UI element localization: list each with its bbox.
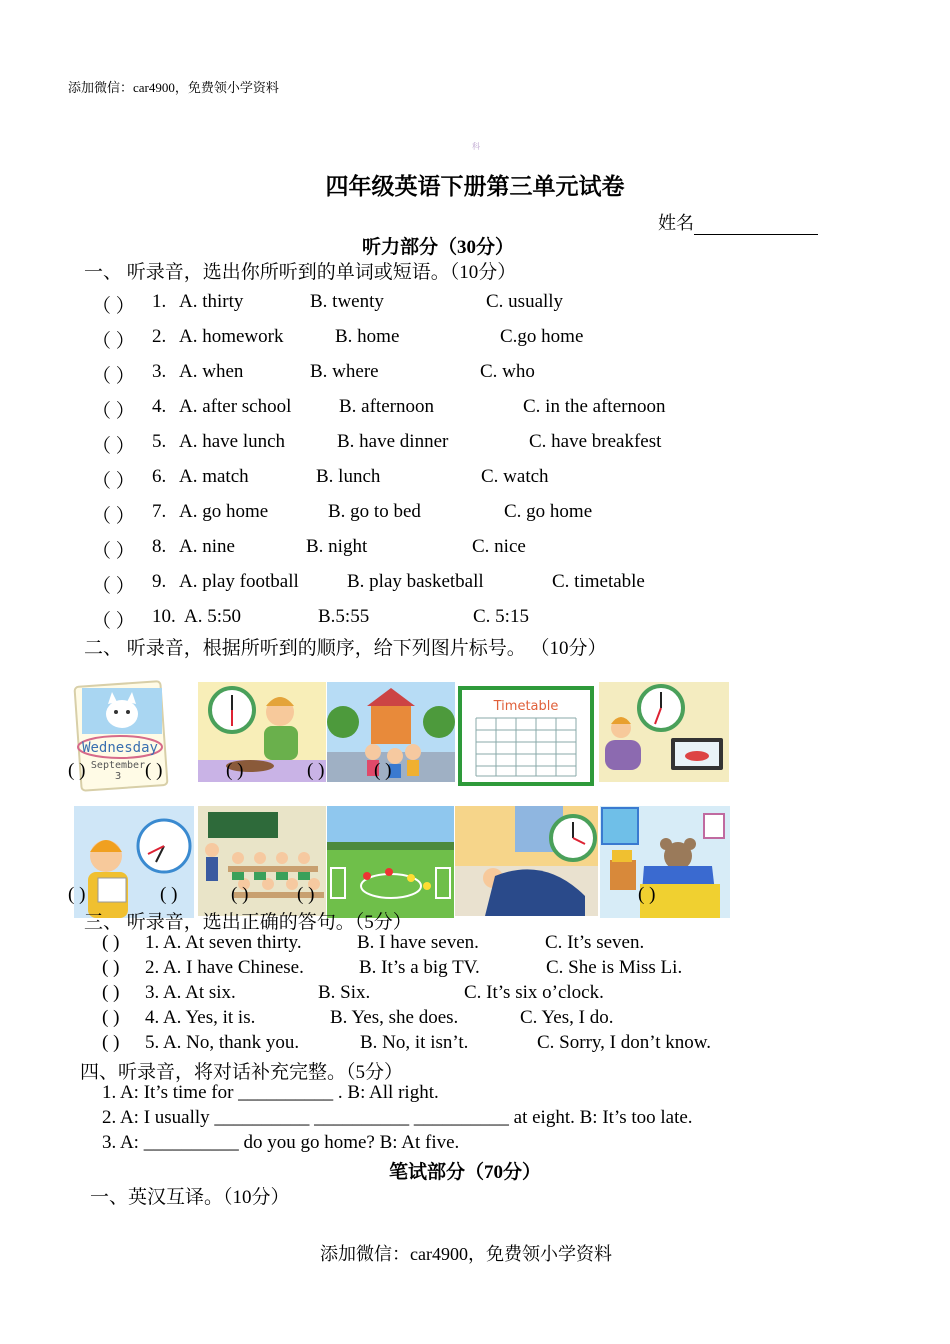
written-part1-heading: 一、英汉互译。（10分）: [90, 1187, 290, 1208]
dialogue-line[interactable]: 1. A: It’s time for __________ . B: All right.: [102, 1082, 439, 1103]
option-a: 5. A. No, thank you.: [145, 1032, 300, 1053]
option-c: C.go home: [500, 326, 584, 347]
question-number: 10.: [152, 606, 176, 627]
option-c: C. go home: [504, 501, 593, 522]
option-a: A. match: [179, 466, 249, 487]
part1-heading: 一、 听录音，选出你所听到的单词或短语。（10分）: [84, 262, 517, 283]
calendar-month-text: September: [90, 760, 146, 771]
option-c: C. timetable: [552, 571, 645, 592]
question-number: 8.: [152, 536, 167, 557]
option-a: A. when: [179, 361, 244, 382]
option-a: 1. A. At seven thirty.: [145, 932, 302, 953]
option-c: C. in the afternoon: [523, 396, 666, 417]
watermark-mark: 科: [472, 142, 480, 151]
option-a: A. have lunch: [179, 431, 286, 452]
picture-answer-blank[interactable]: ( ): [226, 760, 244, 781]
answer-blank[interactable]: （ ）: [92, 541, 135, 562]
option-c: C. She is Miss Li.: [546, 957, 683, 978]
option-a: A. homework: [179, 326, 284, 347]
option-c: C. watch: [481, 466, 549, 487]
answer-blank[interactable]: （ ）: [92, 331, 135, 352]
picture-answer-blank[interactable]: ( ): [68, 760, 86, 781]
picture-answer-blank[interactable]: ( ): [374, 760, 392, 781]
part2-heading: 二、 听录音，根据所听到的顺序，给下列图片标号。 （10分）: [84, 638, 607, 659]
picture-answer-blank[interactable]: ( ): [231, 884, 249, 905]
dialogue-line[interactable]: 3. A: __________ do you go home? B: At five.: [102, 1132, 460, 1153]
answer-blank[interactable]: ( ): [102, 932, 120, 953]
answer-blank[interactable]: （ ）: [92, 296, 135, 317]
question-number: 4.: [152, 396, 167, 417]
option-a: 2. A. I have Chinese.: [145, 957, 304, 978]
option-c: C. who: [480, 361, 535, 382]
option-c: C. It’s six o’clock.: [464, 982, 604, 1003]
answer-blank[interactable]: ( ): [102, 1032, 120, 1053]
football-picture: [327, 806, 454, 918]
option-a: A. play football: [179, 571, 299, 592]
timetable-title: Timetable: [493, 699, 559, 714]
part4-heading: 四、听录音，将对话补充完整。（5分）: [80, 1062, 404, 1083]
option-a: A. 5:50: [184, 606, 241, 627]
question-number: 9.: [152, 571, 167, 592]
option-a: A. after school: [179, 396, 292, 417]
option-b: B. night: [306, 536, 368, 557]
question-number: 2.: [152, 326, 167, 347]
option-a: 4. A. Yes, it is.: [145, 1007, 256, 1028]
option-b: B. go to bed: [328, 501, 421, 522]
option-a: A. nine: [179, 536, 235, 557]
option-c: C. usually: [486, 291, 564, 312]
option-c: C. have breakfest: [529, 431, 662, 452]
name-underline[interactable]: [694, 216, 818, 235]
option-a: A. go home: [179, 501, 269, 522]
answer-blank[interactable]: ( ): [102, 1007, 120, 1028]
part3-heading: 三、 听录音，选出正确的答句。（5分）: [84, 912, 412, 933]
calendar-date-text: 3: [114, 771, 122, 782]
answer-blank[interactable]: （ ）: [92, 506, 135, 527]
answer-blank[interactable]: （ ）: [92, 401, 135, 422]
question-number: 3.: [152, 361, 167, 382]
picture-answer-blank[interactable]: ( ): [638, 884, 656, 905]
option-b: B. have dinner: [337, 431, 449, 452]
option-b: B. I have seven.: [357, 932, 479, 953]
option-b: B. It’s a big TV.: [359, 957, 480, 978]
written-heading: 笔试部分（70分）: [389, 1162, 542, 1183]
question-number: 5.: [152, 431, 167, 452]
option-c: C. Yes, I do.: [520, 1007, 614, 1028]
picture-answer-blank[interactable]: ( ): [307, 760, 325, 781]
option-b: B. lunch: [316, 466, 381, 487]
header-note: 添加微信：car4900，免费领小学资料: [68, 80, 279, 95]
question-number: 7.: [152, 501, 167, 522]
option-b: B. afternoon: [339, 396, 434, 417]
answer-blank[interactable]: ( ): [102, 957, 120, 978]
option-c: C. 5:15: [473, 606, 529, 627]
option-c: C. Sorry, I don’t know.: [537, 1032, 711, 1053]
picture-answer-blank[interactable]: ( ): [297, 884, 315, 905]
option-b: B. play basketball: [347, 571, 484, 592]
answer-blank[interactable]: ( ): [102, 982, 120, 1003]
sleeping-picture: [455, 806, 598, 916]
dialogue-line[interactable]: 2. A: I usually __________ __________ __________ at eight. B: It’s too late.: [102, 1107, 693, 1128]
option-b: B. Yes, she does.: [330, 1007, 459, 1028]
answer-blank[interactable]: （ ）: [92, 366, 135, 387]
bedroom-picture: [600, 806, 730, 918]
timetable-picture: [458, 686, 594, 786]
answer-blank[interactable]: （ ）: [92, 436, 135, 457]
picture-answer-blank[interactable]: ( ): [145, 760, 163, 781]
question-number: 6.: [152, 466, 167, 487]
answer-blank[interactable]: （ ）: [92, 576, 135, 597]
picture-answer-blank[interactable]: ( ): [68, 884, 86, 905]
footer-note: 添加微信：car4900，免费领小学资料: [320, 1244, 612, 1264]
option-b: B. No, it isn’t.: [360, 1032, 469, 1053]
option-b: B. home: [335, 326, 400, 347]
option-a: A. thirty: [179, 291, 244, 312]
name-field[interactable]: [658, 209, 818, 235]
option-b: B. twenty: [310, 291, 384, 312]
question-number: 1.: [152, 291, 167, 312]
option-b: B.5:55: [318, 606, 370, 627]
answer-blank[interactable]: （ ）: [92, 471, 135, 492]
calendar-day-text: Wednesday: [82, 740, 158, 756]
page-title: 四年级英语下册第三单元试卷: [325, 174, 625, 199]
answer-blank[interactable]: （ ）: [92, 611, 135, 632]
option-c: C. It’s seven.: [545, 932, 645, 953]
listening-heading: 听力部分（30分）: [362, 237, 515, 258]
option-b: B. Six.: [318, 982, 371, 1003]
picture-answer-blank[interactable]: ( ): [160, 884, 178, 905]
watching-tv-picture: [599, 682, 729, 782]
name-label: 姓名: [658, 213, 694, 233]
option-c: C. nice: [472, 536, 526, 557]
option-a: 3. A. At six.: [145, 982, 236, 1003]
option-b: B. where: [310, 361, 379, 382]
